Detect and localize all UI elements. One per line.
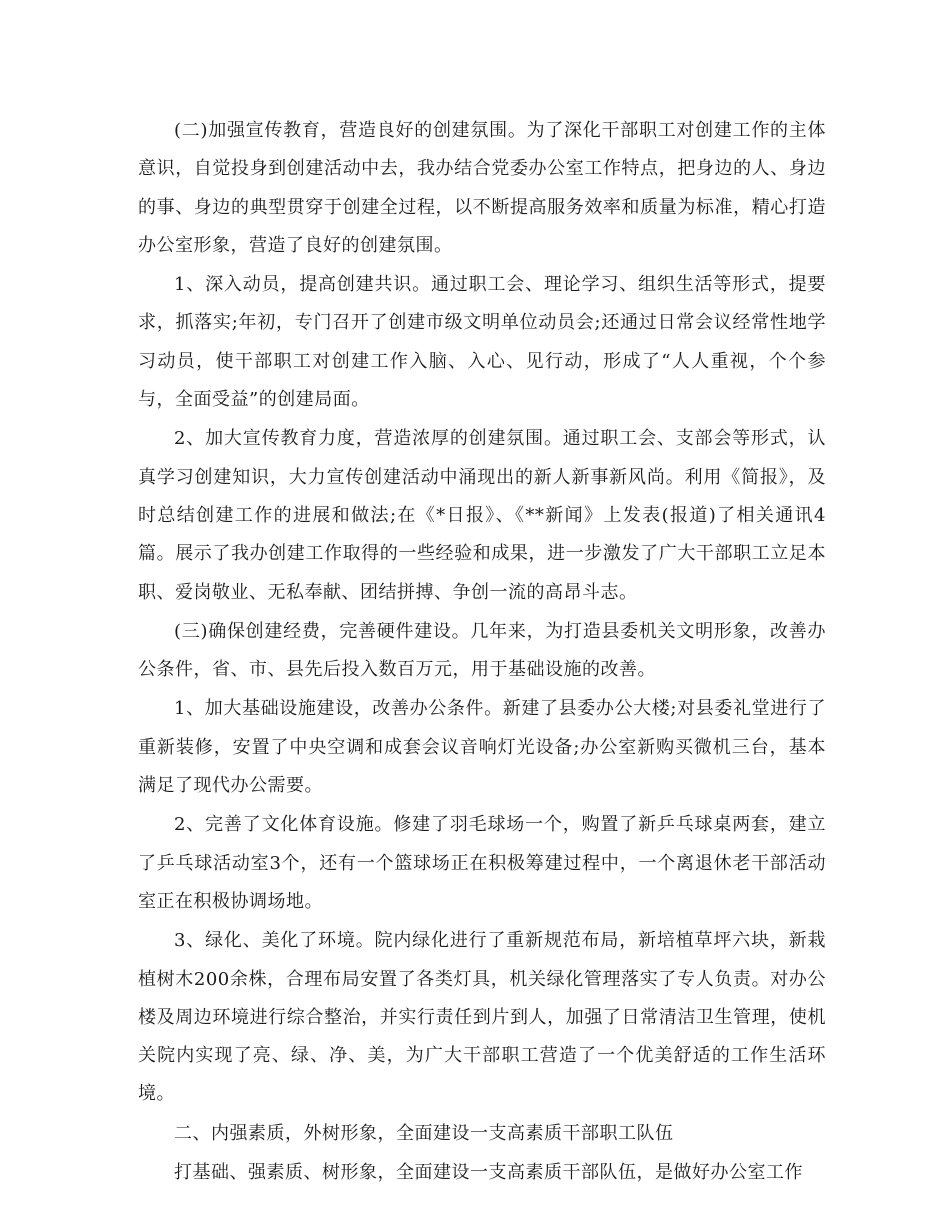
paragraph-section-2-intro: (二)加强宣传教育，营造良好的创建氛围。为了深化干部职工对创建工作的主体意识，自觉投身到创建活动中去，我办结合党委办公室工作特点，把身边的人、身边的事、身边的典型贯穿于创建全过程，以不断提高服务效率和质量为标准，精心打造办公室形象，营造了良好的创建氛围。 [138,120,826,256]
paragraph-mobilization: 1、深入动员，提高创建共识。通过职工会、理论学习、组织生活等形式，提要求，抓落实;年初，专门召开了创建市级文明单位动员会;还通过日常会议经常性地学习动员，使干部职工对创建工作入脑、入心、见行动，形成了“人人重视，个个参与，全面受益”的创建局面。 [138,274,826,411]
document-body [138,112,826,1193]
paragraph-section-3-intro: (三)确保创建经费，完善硬件建设。几年来，为打造县委机关文明形象，改善办公条件，省、市、县先后投入数百万元，用于基础设施的改善。 [138,620,826,681]
paragraph-greening: 3、绿化、美化了环境。院内绿化进行了重新规范布局，新培植草坪六块，新栽植树木200余株，合理布局安置了各类灯具，机关绿化管理落实了专人负责。对办公楼及周边环境进行综合整治，并实行责任到片到人，加强了日常清洁卫生管理，使机关院内实现了亮、绿、净、美，为广大干部职工营造了一个优美舒适的工作生活环境。 [138,930,826,1105]
section-heading-team-building: 二、内强素质，外树形象，全面建设一支高素质干部职工队伍 [174,1122,674,1144]
paragraph-sports-facilities: 2、完善了文化体育设施。修建了羽毛球场一个，购置了新乒乓球桌两套，建立了乒乓球活动室3个，还有一个篮球场正在积极筹建过程中，一个离退休老干部活动室正在积极协调场地。 [138,814,826,912]
paragraph-infrastructure: 1、加大基础设施建设，改善办公条件。新建了县委办公大楼;对县委礼堂进行了重新装修，安置了中央空调和成套会议音响灯光设备;办公室新购买微机三台，基本满足了现代办公需要。 [138,698,826,797]
paragraph-publicity: 2、加大宣传教育力度，营造浓厚的创建氛围。通过职工会、支部会等形式，认真学习创建知识，大力宣传创建活动中涌现出的新人新事新风尚。利用《简报》，及时总结创建工作的进展和做法;在《*日报》、《**新闻》上发表(报道)了相关通讯4篇。展示了我办创建工作取得的一些经验和成果，进一步激发了广大干部职工立足本职、爱岗敬业、无私奉献、团结拼搏、争创一流的高昂斗志。 [138,428,826,603]
paragraph-team-building-intro: 打基础、强素质、树形象，全面建设一支高素质干部队伍，是做好办公室工作 [174,1162,803,1184]
